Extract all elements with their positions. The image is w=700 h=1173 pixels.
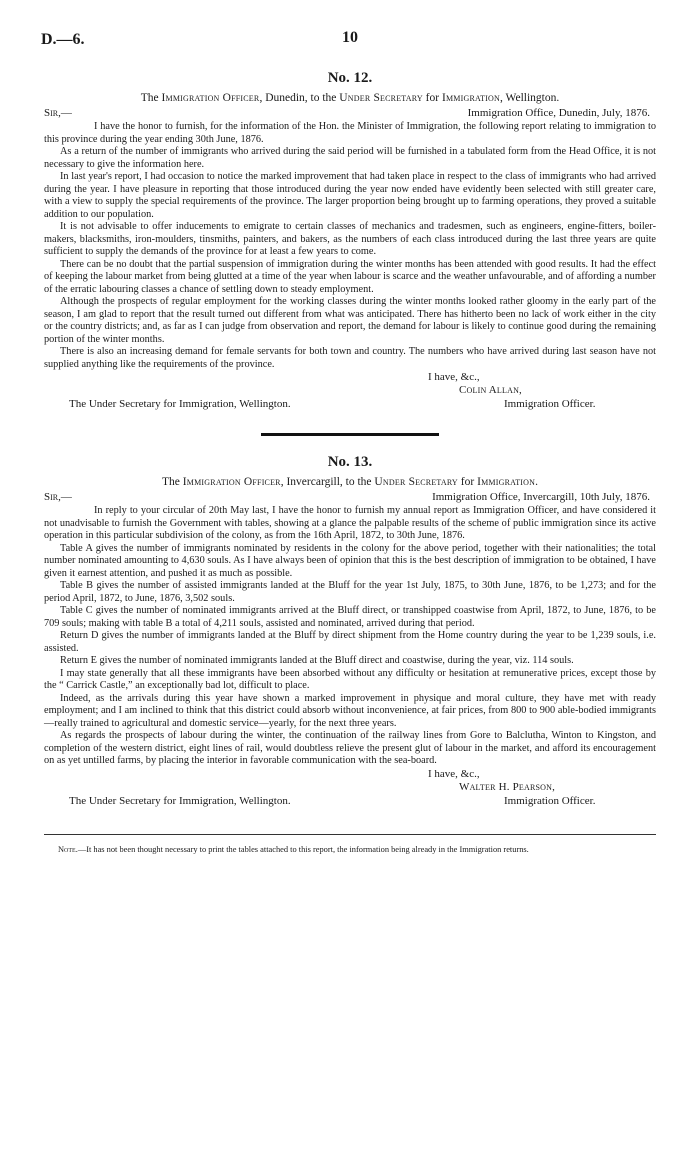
title-text: for (422, 92, 442, 104)
title-text: . (535, 476, 538, 488)
section-divider (261, 433, 439, 436)
closing-phrase: I have, &c., (428, 371, 480, 383)
closing-phrase: I have, &c., (428, 767, 480, 780)
signer-title: Immigration Officer. (504, 794, 596, 807)
title-recipient: Under Secretary (339, 92, 423, 104)
title-text: The (162, 476, 183, 488)
paragraph: In reply to your circular of 20th May last, I have the honor to furnish my annual report as Immigration Officer, and have considered it not unadvisable to furnish the Government with tables, showing at a glance the palpable results of the scheme of public immigration since its active operation in this particular subdivision of the colony, as from the 16th April, 1872, to 30th June, 1876. (44, 505, 656, 541)
title-department: Immigration (477, 476, 536, 488)
footnote-text: —It has not been thought necessary to print the tables attached to this report, the information being already in the Immigration returns. (77, 844, 529, 854)
paragraph: As a return of the number of immigrants who arrived during the said period will be furnished in a tabulated form from the Head Office, it is not necessary to give the information here. (44, 146, 656, 170)
letter-13 (44, 454, 656, 810)
paragraph: I may state generally that all these immigrants have been absorbed without any difficulty or hesitation at remunerative prices, except those by the “ Carrick Castle,” an exceptionally bad lot, difficult to place. (44, 667, 656, 691)
paragraph: Although the prospects of regular employment for the working classes during the winter months looked rather gloomy in the early part of the season, I am glad to report that the result turned out different from what was anticipated. There has hitherto been no lack of work either in the city or the country districts; and, as far as I can judge from observation and report, the demand for labour is likely to continue good during the remaining portion of the winter months. (44, 296, 656, 345)
paragraph: It is not advisable to offer inducements to emigrate to certain classes of mechanics and tradesmen, such as engineers, engine-fitters, boiler-makers, blacksmiths, iron-moulders, tinsmiths, painters, and bakers, as the numbers of each class introduced during the last three years are quite sufficient to supply the demands of the province for at least a few years to come. (44, 221, 656, 257)
paragraph: As regards the prospects of labour during the winter, the continuation of the railway lines from Gore to Balclutha, Winton to Kingston, and completion of the western district, eight lines of rail, would doubtless relieve the present glut of labour in the market, and afford its encouragement on as yet untilled farms, by placing the interior in favorable communication with the sea-board. (44, 730, 656, 766)
title-recipient: Under Secretary (374, 476, 458, 488)
paragraph: Table C gives the number of nominated immigrants arrived at the Bluff direct, or transhipped coastwise from April, 1872, to June, 1876, to be 709 souls; making with table B a total of 4,211 souls, assisted and nominated, arrived during that period. (44, 605, 656, 629)
page-number: 10 (342, 29, 358, 46)
salutation-line (44, 107, 656, 121)
place-date: Immigration Office, Invercargill, 10th July, 1876. (432, 491, 650, 503)
footnote-label: Note. (58, 844, 78, 854)
footnote (44, 834, 656, 856)
paragraph: I have the honor to furnish, for the information of the Hon. the Minister of Immigration, the following report relating to immigration to this province during the year ending 30th June, 1876. (44, 121, 656, 145)
letter-closing (44, 768, 656, 810)
paragraph: Indeed, as the arrivals during this year have shown a marked improvement in physique and moral culture, they have met with ready employment; and I am inclined to think that this district could absorb without inconvenience, at fair prices, from 800 to 900 able-bodied immigrants—really trained to agricultural and domestic service—yearly, for the next three years. (44, 692, 656, 729)
paragraph: In last year's report, I had occasion to notice the marked improvement that had taken place in respect to the class of immigrants who had arrived during the year. I have pleasure in reporting that those introduced during the year now ended have evidently been selected with still greater care, with a view to supply the special requirements of the province. The larger proportion being brought up to farming operations, they proved a suitable addition to our population. (44, 171, 656, 220)
paragraph: Table B gives the number of assisted immigrants landed at the Bluff for the year 1st July, 1875, to 30th June, 1876, to be 1,273; and for the period April, 1872, to June, 1876, 3,502 souls. (44, 580, 656, 604)
title-sender: Immigration Officer (182, 476, 281, 488)
letter-number: No. 12. (327, 70, 373, 86)
salutation-line (44, 491, 656, 505)
document-reference: D.—6. (41, 31, 85, 48)
letter-closing (44, 371, 656, 413)
salutation: Sir,— (44, 107, 72, 119)
title-text: The (140, 92, 162, 104)
letter-title (44, 475, 656, 489)
title-text: , Invercargill, to the (280, 476, 375, 488)
paragraph: There can be no doubt that the partial suspension of immigration during the winter months has been attended with good results. It had the effect of keeping the labour market from being glutted at a time of the year when labour is scarce and the weather unfavourable, and of affording a number of the erratic labouring classes a chance of settling down to steady employment. (44, 258, 656, 295)
addressee: The Under Secretary for Immigration, Wellington. (69, 398, 291, 410)
paragraph: Return E gives the number of nominated immigrants landed at the Bluff direct and coastwise, during the year, viz. 114 souls. (60, 655, 574, 666)
title-text: , Wellington. (500, 92, 560, 104)
signature: Colin Allan, (459, 384, 523, 396)
place-date: Immigration Office, Dunedin, July, 1876. (467, 107, 650, 119)
signer-title: Immigration Officer. (504, 398, 596, 410)
letter-title (44, 91, 656, 105)
letter-number: No. 13. (327, 454, 373, 470)
signature: Walter H. Pearson, (459, 780, 556, 793)
page-header (41, 26, 656, 48)
title-department: Immigration (441, 92, 500, 104)
paragraph: Table A gives the number of immigrants nominated by residents in the colony for the above period, together with their nationalities; the total number nominated amounting to 4,630 souls. As I have always been of opinion that this is the best description of immigration to be obtained, I have given it earnest attention, and pushed it as much as possible. (44, 542, 656, 579)
salutation: Sir,— (44, 491, 72, 503)
title-text: for (457, 476, 478, 488)
addressee: The Under Secretary for Immigration, Wellington. (69, 794, 291, 807)
paragraph: Return D gives the number of immigrants landed at the Bluff by direct shipment from the Home country during the year to be 1,239 souls, i.e. assisted. (44, 630, 656, 654)
paragraph: There is also an increasing demand for female servants for both town and country. The numbers who have arrived during last season have not supplied anything like the requirements of the province. (44, 346, 656, 370)
title-text: , Dunedin, to the (259, 92, 340, 104)
title-sender: Immigration Officer (161, 92, 260, 104)
letter-12 (44, 70, 656, 413)
